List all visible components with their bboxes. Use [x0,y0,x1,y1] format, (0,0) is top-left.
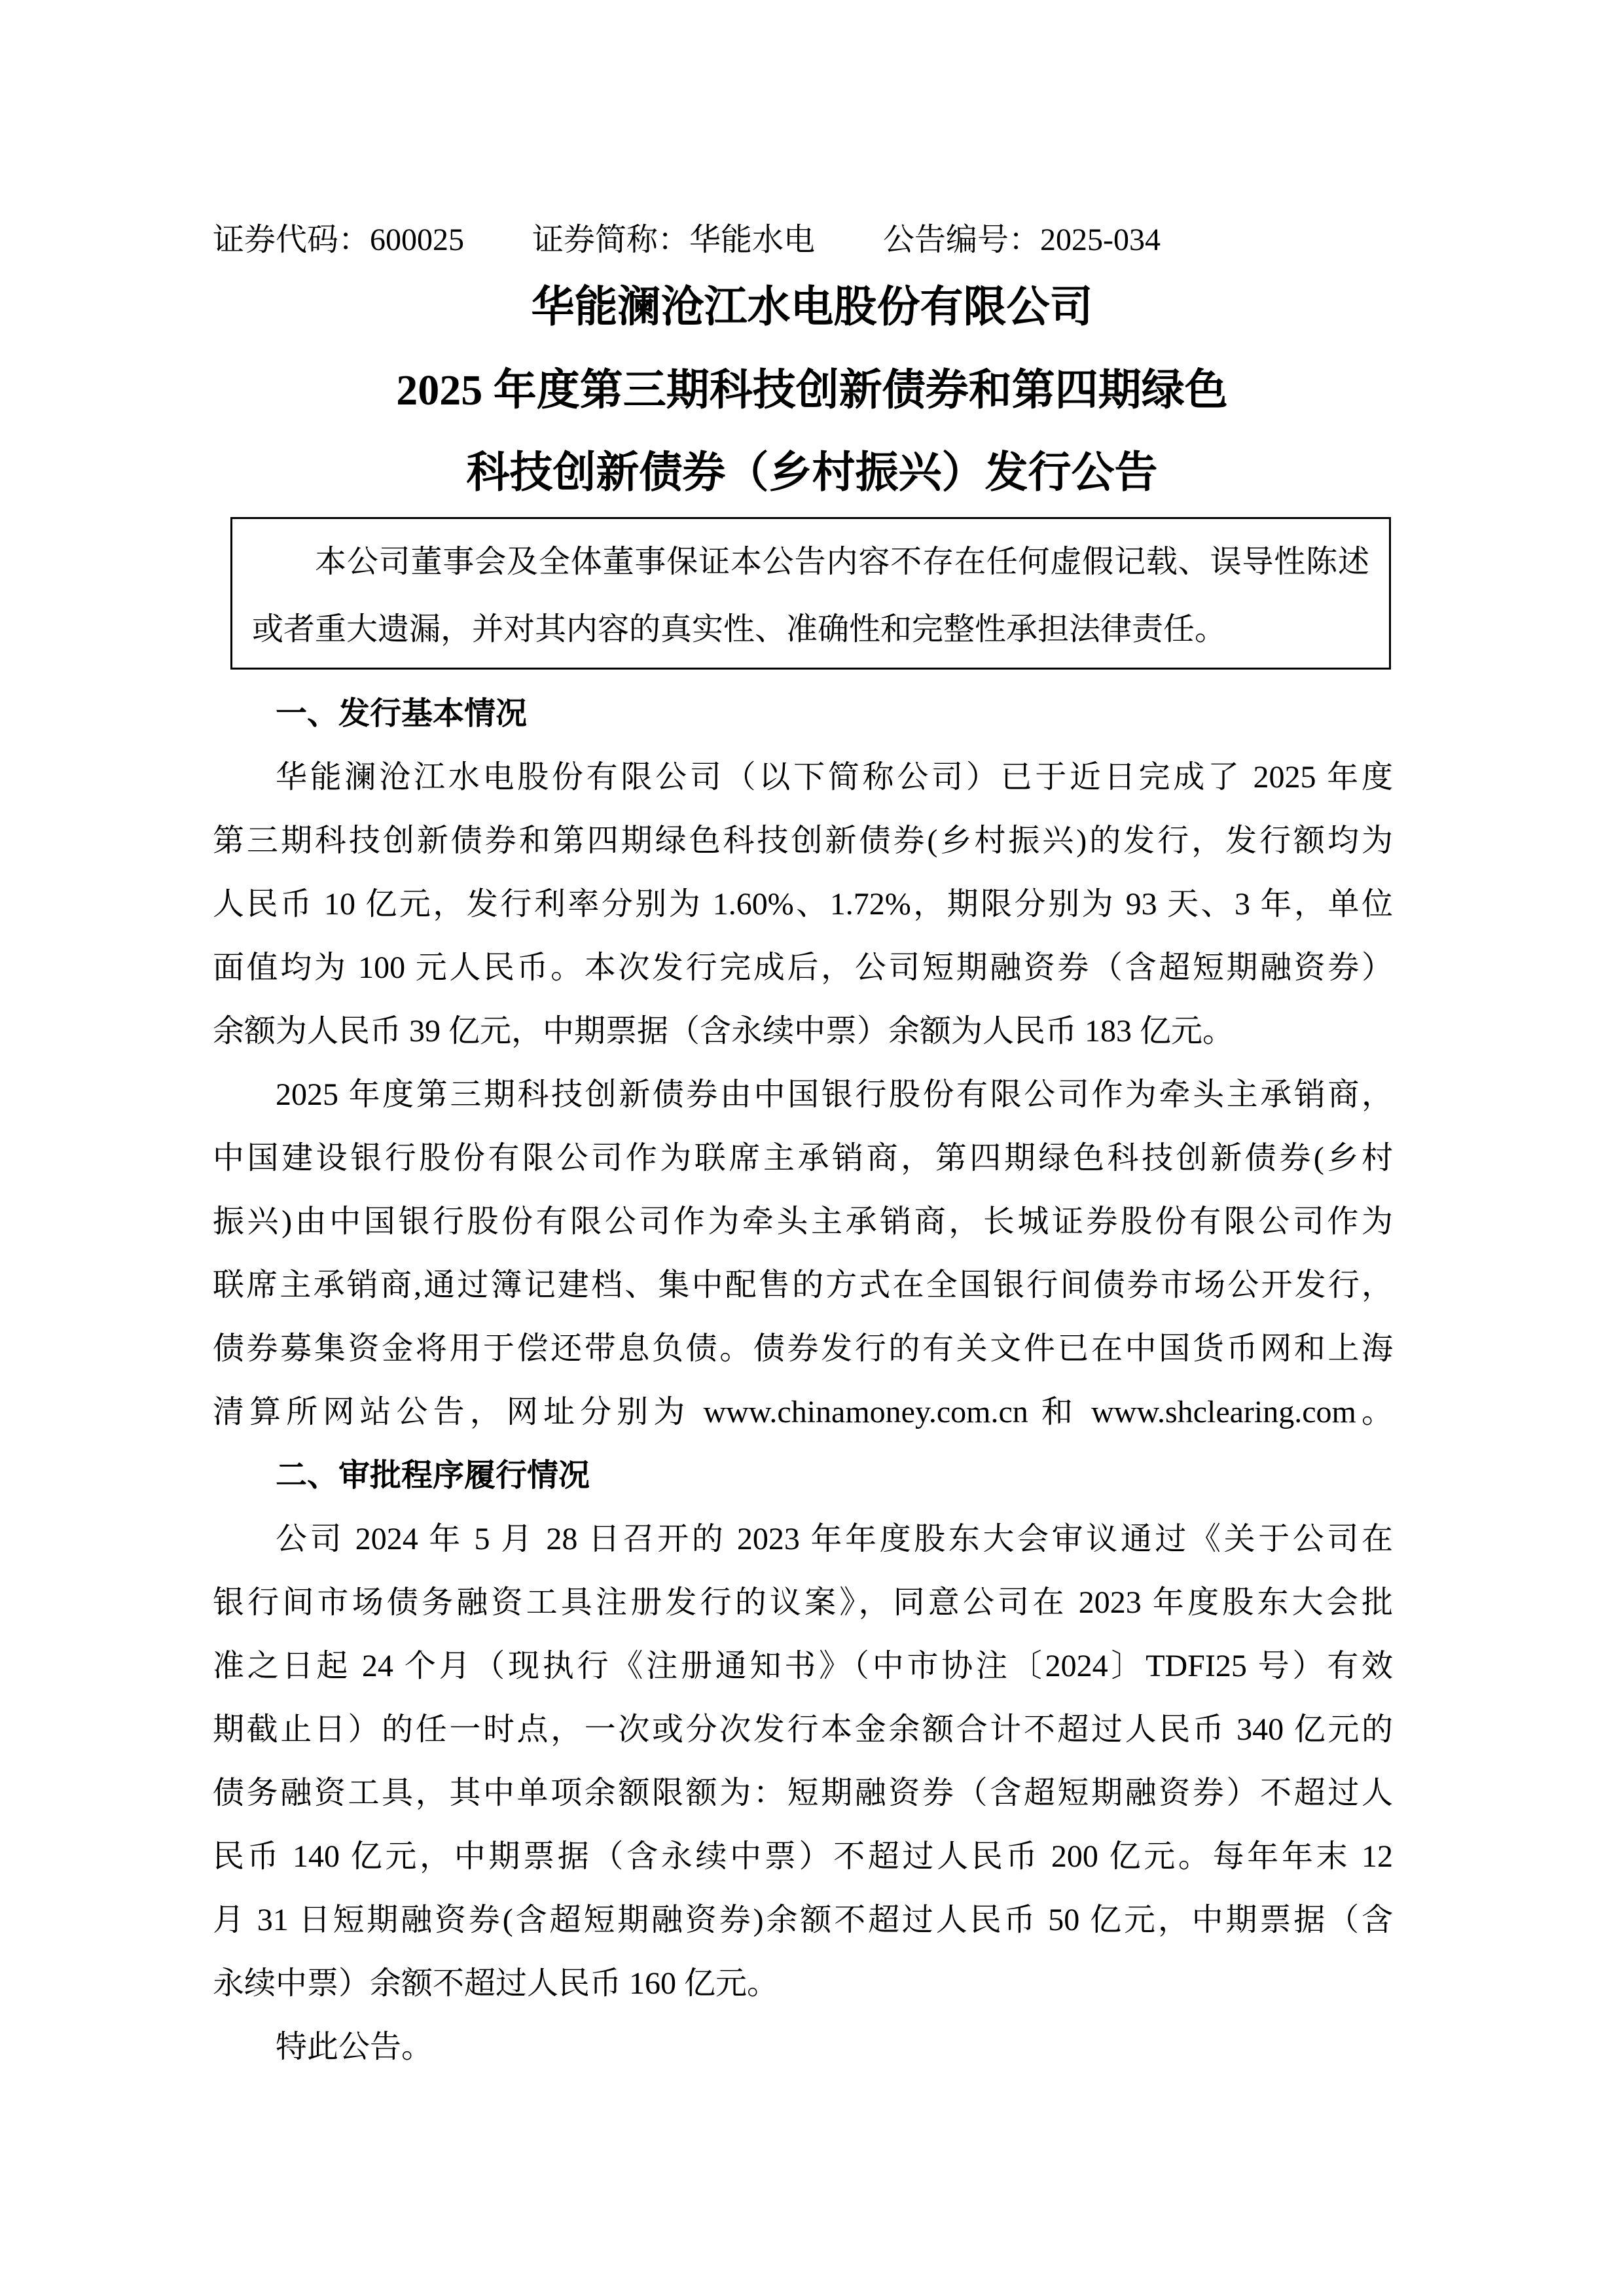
body-line: 振兴)由中国银行股份有限公司作为牵头主承销商，长城证券股份有限公司作为 [213,1204,1393,1239]
stock-info-line [213,208,1398,272]
body-line: 月 31 日短期融资券(含超短期融资券)余额不超过人民币 50 亿元，中期票据（含 [213,1903,1393,1937]
section-heading: 一、发行基本情况 [276,696,528,731]
body-line: 第三期科技创新债券和第四期绿色科技创新债券(乡村振兴)的发行，发行额均为 [213,823,1393,858]
disclaimer-line: 本公司董事会及全体董事保证本公告内容不存在任何虚假记载、误导性陈述 [315,545,1369,579]
page-title-bond: 2025 年度第三期科技创新债券和第四期绿色 [396,367,1228,414]
stock-code: 证券代码：600025 [213,223,465,257]
stock-short-name: 证券简称：华能水电 [532,223,816,257]
body-line: 债务融资工具，其中单项余额限额为：短期融资券（含超短期融资券）不超过人 [213,1776,1393,1810]
body-line: 中国建设银行股份有限公司作为联席主承销商，第四期绿色科技创新债券(乡村 [213,1141,1393,1175]
body-line: 联席主承销商,通过簿记建档、集中配售的方式在全国银行间债券市场公开发行， [213,1268,1393,1302]
body-line: 特此公告。 [276,2030,433,2064]
body-line: 华能澜沧江水电股份有限公司（以下简称公司）已于近日完成了 2025 年度 [276,760,1393,795]
body-line: 期截止日）的任一时点，一次或分次发行本金余额合计不超过人民币 340 亿元的 [213,1712,1393,1747]
body-line: 余额为人民币 39 亿元，中期票据（含永续中票）余额为人民币 183 亿元。 [213,1014,1235,1049]
body-line: 公司 2024 年 5 月 28 日召开的 2023 年年度股东大会审议通过《关于公司在 [276,1522,1393,1556]
body-line: 永续中票）余额不超过人民币 160 亿元。 [213,1966,779,2001]
document-body [213,682,1393,2079]
body-line: 民币 140 亿元，中期票据（含永续中票）不超过人民币 200 亿元。每年年末 12 [213,1839,1393,1874]
page-title-issue-notice: 科技创新债券（乡村振兴）发行公告 [466,449,1158,497]
page-title-company: 华能澜沧江水电股份有限公司 [531,283,1093,331]
body-line: 人民币 10 亿元，发行利率分别为 1.60%、1.72%，期限分别为 93 天、3 年，单位 [213,887,1393,922]
section-heading: 二、审批程序履行情况 [276,1458,590,1493]
disclaimer-line: 或者重大遗漏，并对其内容的真实性、准确性和完整性承担法律责任。 [252,612,1227,647]
disclaimer-box [230,517,1391,670]
body-line: 银行间市场债务融资工具注册发行的议案》，同意公司在 2023 年度股东大会批 [213,1585,1393,1620]
body-line: 面值均为 100 元人民币。本次发行完成后，公司短期融资券（含超短期融资券） [213,950,1393,985]
body-line: 准之日起 24 个月（现执行《注册通知书》（中市协注〔2024〕TDFI25 号）有效 [213,1649,1393,1683]
announcement-number: 公告编号：2025-034 [883,223,1161,257]
body-line: 债券募集资金将用于偿还带息负债。债券发行的有关文件已在中国货币网和上海 [213,1331,1393,1366]
body-line: 2025 年度第三期科技创新债券由中国银行股份有限公司作为牵头主承销商， [276,1077,1393,1112]
body-line: 清算所网站公告，网址分别为 www.chinamoney.com.cn 和 www.shclearing.com。 [213,1395,1393,1429]
